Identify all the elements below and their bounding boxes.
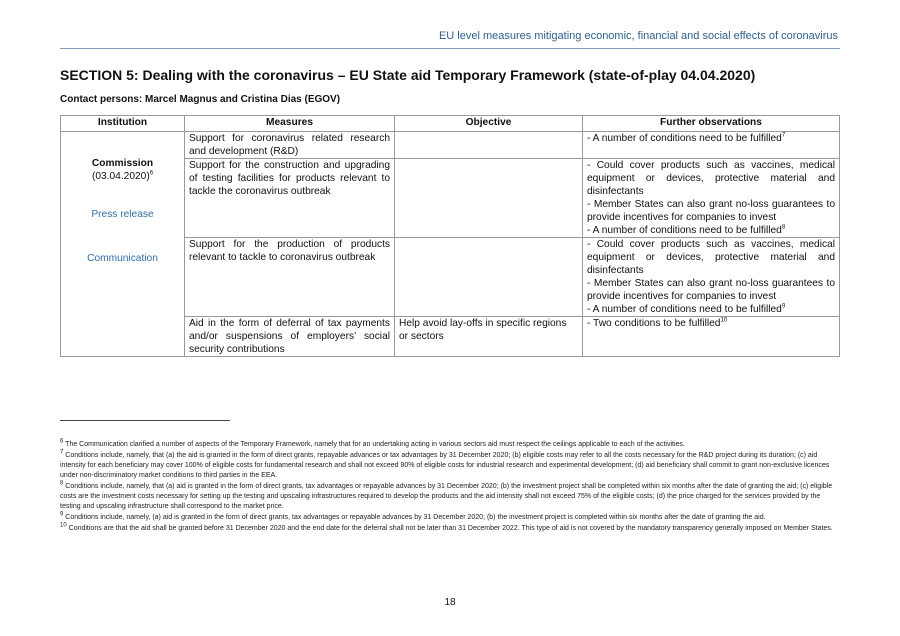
header-institution: Institution: [61, 116, 185, 132]
header-observations: Further observations: [583, 116, 840, 132]
observations-cell: [583, 238, 840, 317]
measure-cell: Support for the production of products relevant to tackle to coronavirus outbreak: [185, 238, 395, 317]
observation-item: - Two conditions to be fulfilled$^{10}$: [587, 317, 728, 329]
table-header-row: [61, 116, 840, 132]
observation-item: - Member States can also grant no-loss guarantees to provide incentives for companies to invest: [587, 278, 835, 302]
observation-item: - A number of conditions need to be fulfilled$^8$: [587, 224, 786, 236]
contact-persons: Contact persons: Marcel Magnus and Cristina Dias (EGOV): [60, 94, 341, 105]
objective-cell: [395, 238, 583, 317]
footnote-ref: 6: [149, 170, 154, 177]
header-objective: Objective: [395, 116, 583, 132]
institution-date: (03.04.2020): [91, 171, 150, 182]
communication-link[interactable]: Communication: [87, 253, 158, 264]
objective-cell: [395, 132, 583, 159]
page-number: 18: [444, 597, 456, 608]
table-row: [61, 132, 840, 159]
objective-cell: Help avoid lay-offs in specific regions or sectors: [395, 317, 583, 357]
observation-item: - A number of conditions need to be fulfilled$^7$: [587, 132, 786, 144]
header-rule: [60, 48, 840, 49]
header-title: EU level measures mitigating economic, financial and social effects of coronavirus: [438, 30, 838, 42]
observation-item: - Member States can also grant no-loss guarantees to provide incentives for companies to invest: [587, 199, 835, 223]
measures-table: [60, 115, 840, 357]
observations-cell: [583, 159, 840, 238]
measure-cell: Support for coronavirus related research and development (R&D): [185, 132, 395, 159]
institution-cell: [61, 132, 185, 357]
observations-cell: [583, 132, 840, 159]
institution-name: Commission: [91, 158, 154, 169]
header-measures: Measures: [185, 116, 395, 132]
footnote: $^9$ Conditions include, namely, (a) aid is granted in the form of direct grants, tax advantages or repayable advances by 31 December 2020; (b) the investment project is completed within six months after the date of granting the aid.: [60, 511, 766, 521]
footnote-divider: [60, 420, 230, 421]
observations-cell: [583, 317, 840, 357]
measure-cell: Support for the construction and upgrading of testing facilities for products relevant to tackle the coronavirus outbreak: [185, 159, 395, 238]
press-release-link[interactable]: Press release: [91, 209, 154, 220]
section-title: SECTION 5: Dealing with the coronavirus – EU State aid Temporary Framework (state-of-play 04.04.2020): [60, 67, 756, 83]
observation-item: - A number of conditions need to be fulfilled$^9$: [587, 303, 786, 315]
observation-item: - Could cover products such as vaccines, medical equipment or devices, protective material and disinfectants: [587, 239, 835, 276]
footnote: $^7$ Conditions include, namely, that (a) the aid is granted in the form of direct grants, repayable advances or tax advantages by 31 December 2020; (b) eligible costs may refer to all the costs necessary for the R&D project during its duration; (c) aid intensity for each beneficiary may cover 100% of eligible costs for fundamental research and shall not exceed 80% of eligible costs for industrial research and experimental development; (d) aid beneficiary shall commit to grant non-exclusive licences under non-discriminatory market conditions to third parties in the EEA.: [60, 449, 830, 479]
measure-cell: Aid in the form of deferral of tax payments and/or suspensions of employers’ social security contributions: [185, 317, 395, 357]
footnote: $^{10}$ Conditions are that the aid shall be granted before 31 December 2020 and the end date for the deferral shall not be later than 31 December 2022. This type of aid is not covered by the mandatory transparency generally imposed on Member States.: [60, 522, 833, 532]
footnote: $^8$ Conditions include, namely, that (a) aid is granted in the form of direct grants, tax advantages or repayable advances by 31 December 2020; (b) the investment project shall be completed within six months after the date of granting the aid; (c) eligible costs are the investment costs necessary for setting up the testing and upscaling infrastructures required to develop the products and the aid intensity shall not exceed 75% of the eligible costs; (d) the price charged for the services provided by the testing and upscaling infrastructure shall correspond to the market price.: [60, 480, 833, 510]
footnotes: [60, 440, 840, 535]
objective-cell: [395, 159, 583, 238]
footnote: $^6$ The Communication clarified a number of aspects of the Temporary Framework, namely that for an undertaking acting in various sectors aid must respect the ceilings applicable to each of the activities.: [60, 438, 685, 448]
observation-item: - Could cover products such as vaccines, medical equipment or devices, protective material and disinfectants: [587, 160, 835, 197]
